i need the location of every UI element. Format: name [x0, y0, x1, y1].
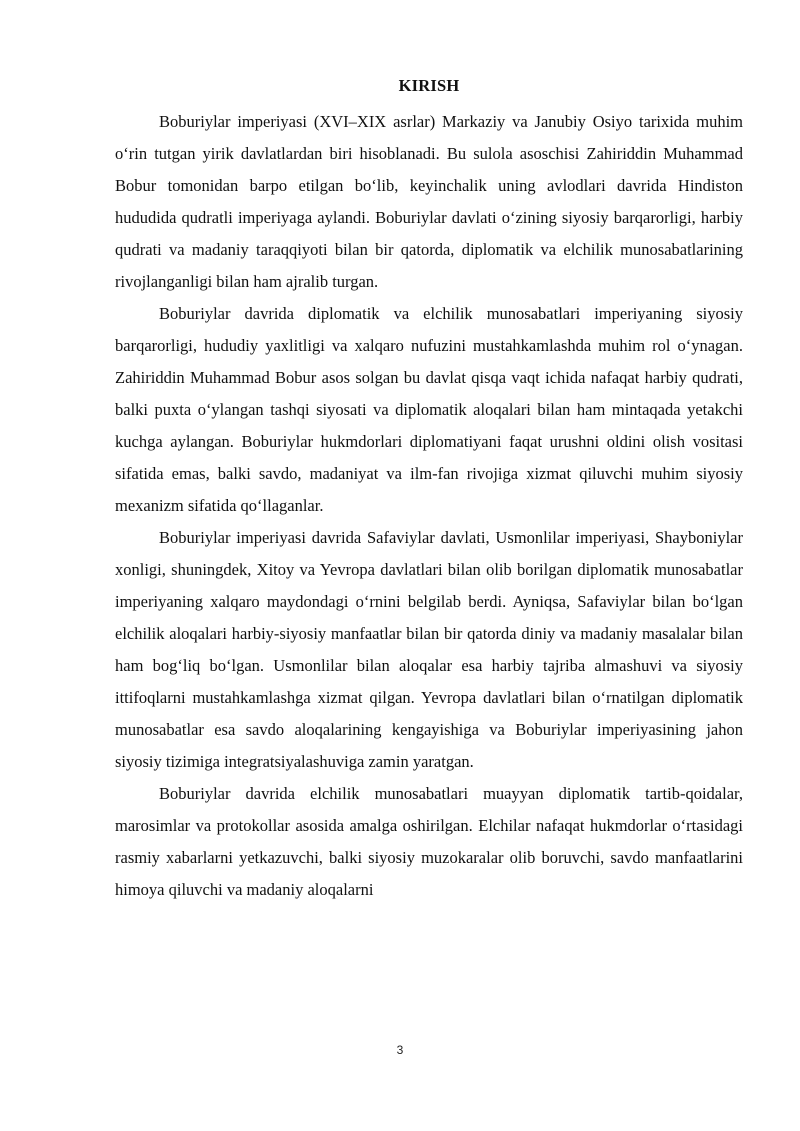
paragraph-1: Boburiylar imperiyasi (XVI–XIX asrlar) Markaziy va Janubiy Osiyo tarixida muhim oʻrin tutgan yirik davlatlardan biri hisoblanadi. Bu sulola asoschisi Zahiriddin Muhammad Bobur tomonidan barpo etilgan boʻlib, keyinchalik uning avlodlari davrida Hindiston hududida qudratli imperiyaga aylandi. Boburiylar davlati oʻzining siyosiy barqarorligi, harbiy qudrati va madaniy taraqqiyoti bilan bir qatorda, diplomatik va elchilik munosabatlarining rivojlanganligi bilan ham ajralib turgan.: [115, 112, 743, 291]
page-content: [115, 70, 743, 906]
page-number: 3: [396, 1043, 404, 1057]
section-title: KIRISH: [398, 76, 460, 95]
paragraph-3: Boburiylar imperiyasi davrida Safaviylar davlati, Usmonlilar imperiyasi, Shayboniylar xonligi, shuningdek, Xitoy va Yevropa davlatlari bilan olib borilgan diplomatik munosabatlar imperiyaning xalqaro maydondagi oʻrnini belgilab berdi. Ayniqsa, Safaviylar bilan boʻlgan elchilik aloqalari harbiy-siyosiy manfaatlar bilan bir qatorda diniy va madaniy masalalar bilan ham bogʻliq boʻlgan. Usmonlilar bilan aloqalar esa harbiy tajriba almashuvi va siyosiy ittifoqlarni mustahkamlashga xizmat qilgan. Yevropa davlatlari bilan oʻrnatilgan diplomatik munosabatlar esa savdo aloqalarining kengayishiga va Boburiylar imperiyasining jahon siyosiy tizimiga integratsiyalashuviga zamin yaratgan.: [115, 528, 743, 771]
paragraph-4: Boburiylar davrida elchilik munosabatlari muayyan diplomatik tartib-qoidalar, marosimlar va protokollar asosida amalga oshirilgan. Elchilar nafaqat hukmdorlar oʻrtasidagi rasmiy xabarlarni yetkazuvchi, balki siyosiy muzokaralar olib boruvchi, savdo manfaatlarini himoya qiluvchi va madaniy aloqalarni: [115, 784, 743, 899]
paragraph-2: Boburiylar davrida diplomatik va elchilik munosabatlari imperiyaning siyosiy barqarorligi, hududiy yaxlitligi va xalqaro nufuzini mustahkamlashda muhim rol oʻynagan. Zahiriddin Muhammad Bobur asos solgan bu davlat qisqa vaqt ichida nafaqat harbiy qudrati, balki puxta oʻylangan tashqi siyosati va diplomatik aloqalari bilan ham mintaqada yetakchi kuchga aylangan. Boburiylar hukmdorlari diplomatiyani faqat urushni oldini olish vositasi sifatida emas, balki savdo, madaniyat va ilm-fan rivojiga xizmat qiluvchi muhim siyosiy mexanizm sifatida qoʻllaganlar.: [115, 304, 743, 515]
